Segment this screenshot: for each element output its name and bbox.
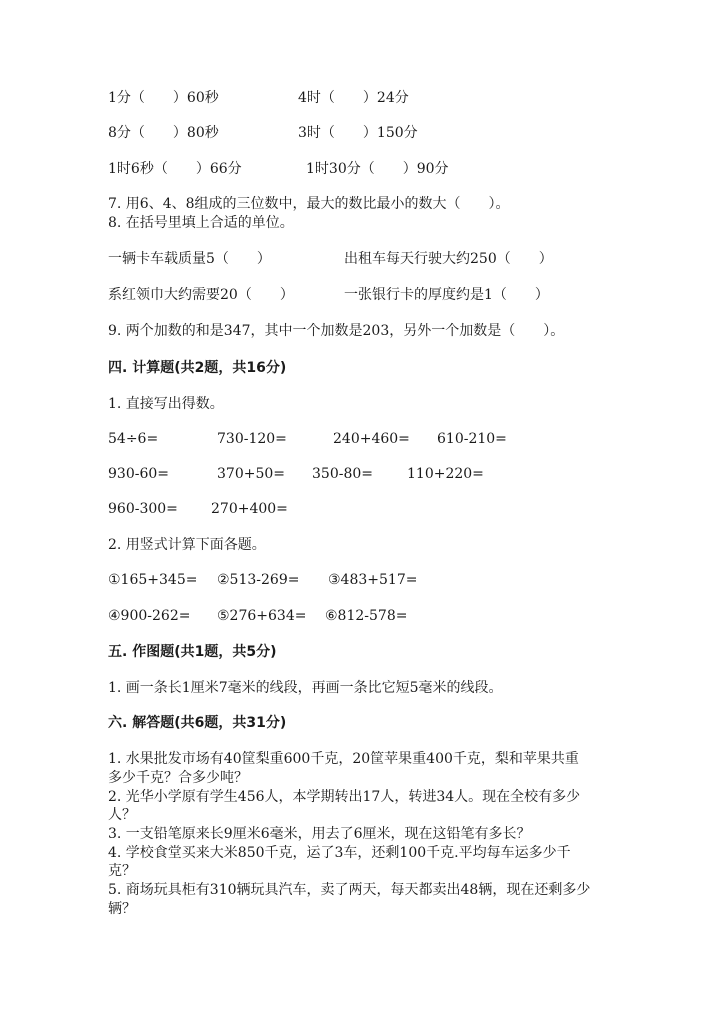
calc-item: ⑥812-578= <box>325 608 408 624</box>
calc-item: 350-80= <box>312 466 373 482</box>
section-6-q1-cont: 多少千克？合多少吨？ <box>108 770 248 786</box>
calc-item: 240+460= <box>333 431 410 447</box>
question-7: 7. 用6、4、8组成的三位数中，最大的数比最小的数大（ ）。 <box>108 196 510 212</box>
section-6-q4: 4. 学校食堂买来大米850千克，运了3车，还剩100千克.平均每车运多少千 <box>108 845 571 861</box>
section-5-title: 五. 作图题(共1题，共5分) <box>108 644 277 660</box>
calc-item: ②513-269= <box>217 572 300 588</box>
section-4-title: 四. 计算题(共2题，共16分) <box>108 360 287 376</box>
section-6-q5: 5. 商场玩具柜有310辆玩具汽车，卖了两天，每天都卖出48辆，现在还剩多少 <box>108 882 591 898</box>
calc-item: 930-60= <box>108 466 169 482</box>
calc-item: ③483+517= <box>328 572 418 588</box>
question-9: 9. 两个加数的和是347，其中一个加数是203，另外一个加数是（ ）。 <box>108 323 565 339</box>
section-6-q3: 3. 一支铅笔原来长9厘米6毫米，用去了6厘米，现在这铅笔有多长？ <box>108 826 531 842</box>
conversion-item: 1时6秒（ ）66分 <box>108 161 242 177</box>
section-4-q2: 2. 用竖式计算下面各题。 <box>108 537 266 553</box>
question-8: 8. 在括号里填上合适的单位。 <box>108 215 294 231</box>
section-6-q4-cont: 克？ <box>108 863 136 879</box>
unit-item: 系红领巾大约需要20（ ） <box>108 287 294 303</box>
section-4-q1: 1. 直接写出得数。 <box>108 396 224 412</box>
calc-item: ⑤276+634= <box>217 608 307 624</box>
calc-item: 960-300= <box>108 501 178 517</box>
section-6-q1: 1. 水果批发市场有40筐梨重600千克，20筐苹果重400千克，梨和苹果共重 <box>108 751 579 767</box>
calc-item: 370+50= <box>217 466 285 482</box>
conversion-item: 1分（ ）60秒 <box>108 90 219 106</box>
section-5-q1: 1. 画一条长1厘米7毫米的线段，再画一条比它短5毫米的线段。 <box>108 680 503 696</box>
calc-item: ①165+345= <box>108 572 198 588</box>
unit-item: 一张银行卡的厚度约是1（ ） <box>344 287 549 303</box>
section-6-title: 六. 解答题(共6题，共31分) <box>108 715 287 731</box>
calc-item: 270+400= <box>211 501 288 517</box>
calc-item: 110+220= <box>407 466 484 482</box>
unit-item: 一辆卡车载质量5（ ） <box>108 251 271 267</box>
calc-item: 730-120= <box>217 431 287 447</box>
conversion-item: 4时（ ）24分 <box>298 90 409 106</box>
calc-item: 54÷6= <box>108 431 159 447</box>
section-6-q2-cont: 人？ <box>108 807 136 823</box>
unit-item: 出租车每天行驶大约250（ ） <box>344 251 553 267</box>
calc-item: 610-210= <box>437 431 507 447</box>
calc-item: ④900-262= <box>108 608 191 624</box>
section-6-q5-cont: 辆？ <box>108 901 136 917</box>
conversion-item: 1时30分（ ）90分 <box>306 161 449 177</box>
conversion-item: 3时（ ）150分 <box>298 125 418 141</box>
section-6-q2: 2. 光华小学原有学生456人，本学期转出17人，转进34人。现在全校有多少 <box>108 789 581 805</box>
conversion-item: 8分（ ）80秒 <box>108 125 219 141</box>
